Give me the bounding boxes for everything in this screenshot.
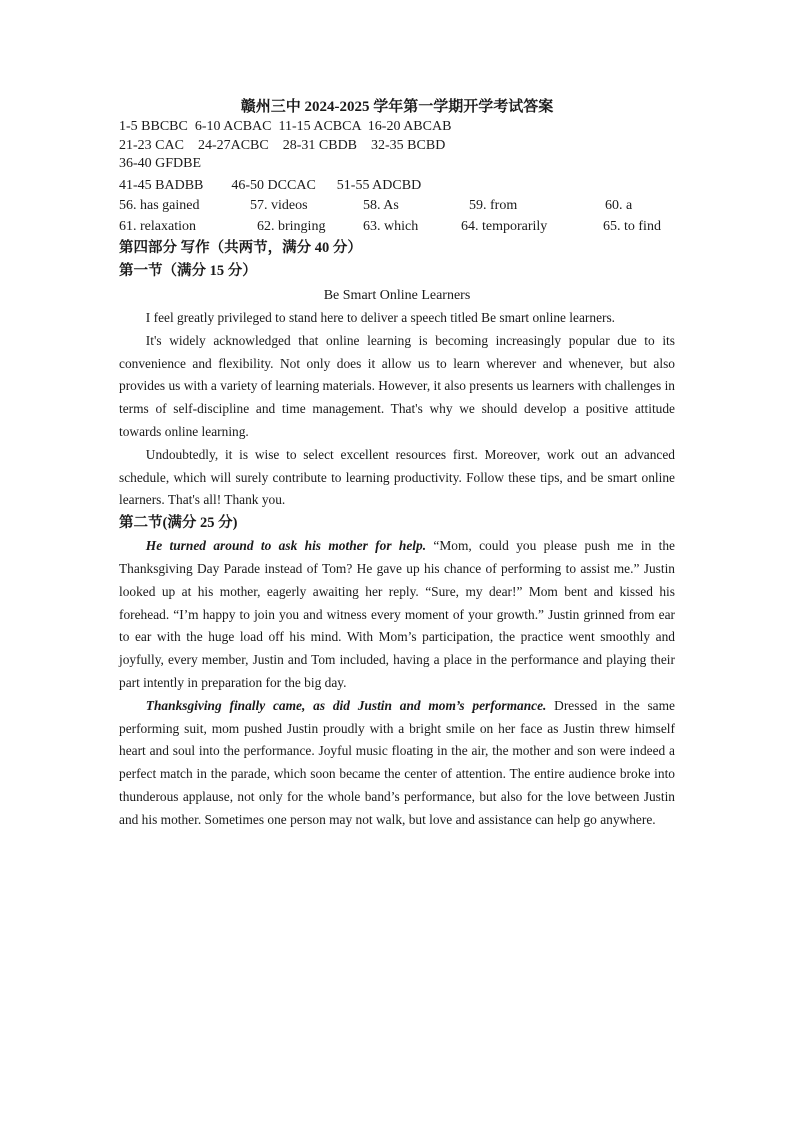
- page-title: 赣州三中 2024-2025 学年第一学期开学考试答案: [240, 99, 554, 115]
- answer-document: [119, 96, 675, 832]
- answer-item: 64. temporarily: [461, 219, 548, 234]
- paragraph-body: Dressed in the same performing suit, mom pushed Justin proudly with a bright smile on her face as Justin threw himself heart and soul into the performance. Joyful music floating in the air, the mother and son were indeed a perfect match in the parade, which soon became the center of attention. The entire audience broke into thunderous applause, not only for the whole band’s performance, but also for the love between Justin and his mother. Sometimes one person may not walk, but love and assistance can help go anywhere.: [119, 697, 675, 827]
- essay-paragraph: I feel greatly privileged to stand here to deliver a speech titled Be smart online learners.: [145, 310, 616, 325]
- essay-paragraph: It's widely acknowledged that online learning is becoming increasingly popular due to its convenience and flexibility. Not only does it allow us to learn wherever and whenever, but also provides us with a variety of learning materials. However, it also presents us learners with challenges in terms of self-discipline and time management. That's why we should develop a positive attitude towards online learning.: [119, 332, 675, 439]
- answer-item: 59. from: [469, 198, 518, 213]
- answer-row-61-65: [119, 216, 675, 237]
- essay-paragraph: Undoubtedly, it is wise to select excellent resources first. Moreover, work out an advanced schedule, which will surely contribute to learning productivity. Follow these tips, and be smart online learners. That's all! Thank you.: [119, 446, 675, 508]
- answer-line: 1-5 BBCBC 6-10 ACBAC 11-15 ACBCA 16-20 ABCAB: [119, 119, 452, 134]
- paragraph-lead-sentence: Thanksgiving finally came, as did Justin and mom’s performance.: [145, 697, 547, 713]
- answer-line: 36-40 GFDBE: [119, 156, 202, 171]
- paragraph-lead-sentence: He turned around to ask his mother for help.: [145, 538, 427, 554]
- answer-item: 61. relaxation: [119, 219, 196, 234]
- paragraph-body: “Mom, could you please push me in the Thanksgiving Day Parade instead of Tom? He gave up his chance of performing to assist me.” Justin looked up at his mother, eagerly awaiting her reply. “Sure, my dear!” Mom bent and kissed his forehead. “I’m happy to join you and witness every moment of your growth.” Justin grinned from ear to ear with the huge load off his mind. With Mom’s participation, the practice went smoothly and joyfully, every member, Justin and Tom included, having a place in the performance and playing their part intently in preparation for the big day.: [119, 538, 675, 690]
- answer-item: 65. to find: [603, 219, 661, 234]
- answer-line: 41-45 BADBB 46-50 DCCAC 51-55 ADCBD: [119, 177, 422, 193]
- part-four-header: 第四部分 写作（共两节，满分 40 分）: [119, 240, 362, 256]
- story-paragraph: [119, 535, 675, 695]
- answer-item: 57. videos: [250, 198, 308, 213]
- answer-item: 62. bringing: [257, 219, 326, 234]
- section-two-header: 第二节(满分 25 分): [119, 515, 238, 532]
- answer-line: 21-23 CAC 24-27ACBC 28-31 CBDB 32-35 BCBD: [119, 137, 446, 153]
- answer-row-56-60: [119, 195, 675, 216]
- answer-item: 58. As: [363, 198, 399, 213]
- answer-item: 56. has gained: [119, 198, 200, 213]
- story-paragraph: [119, 695, 675, 832]
- section-one-header: 第一节（满分 15 分）: [119, 263, 257, 279]
- answer-item: 63. which: [363, 219, 419, 234]
- answer-item: 60. a: [605, 198, 633, 213]
- essay-title: Be Smart Online Learners: [323, 288, 471, 303]
